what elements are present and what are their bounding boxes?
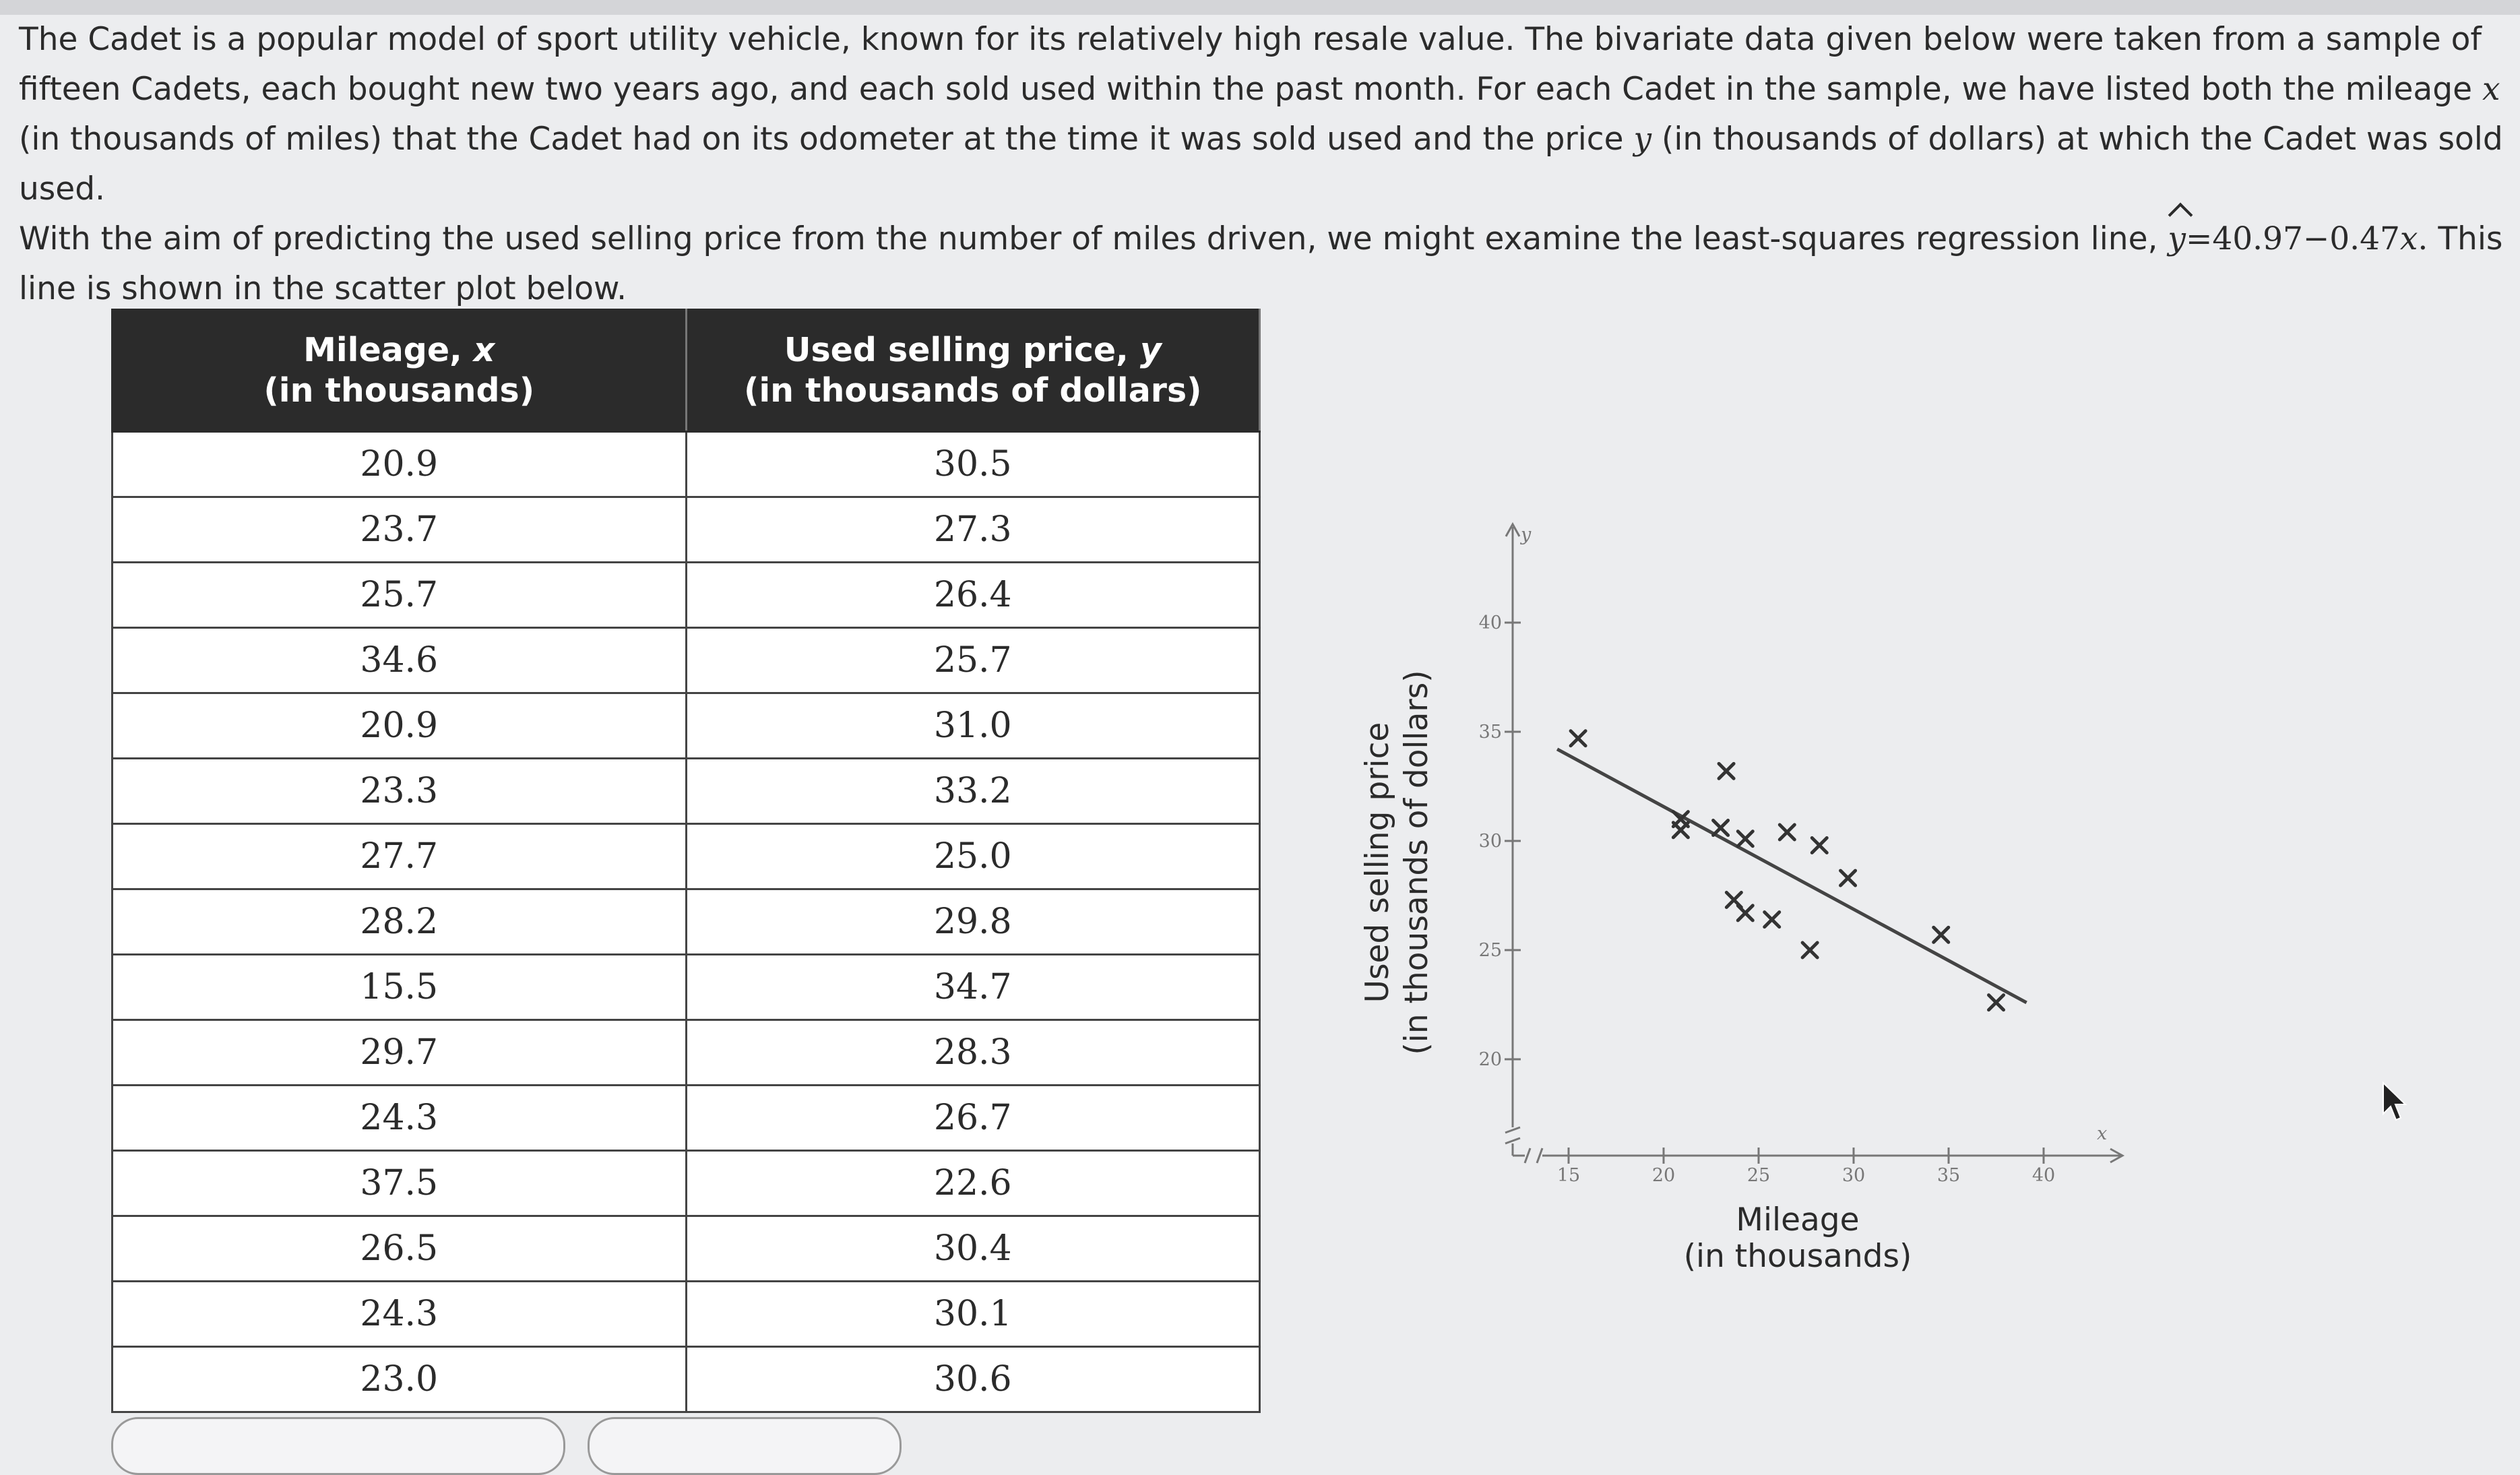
mouse-pointer-icon (2382, 1081, 2409, 1123)
cell-price: 27.3 (686, 497, 1260, 563)
var-x: x (2482, 71, 2500, 108)
send-data-to-calculator-button[interactable] (111, 1417, 565, 1475)
data-point (1934, 927, 1949, 942)
cell-mileage: 37.5 (113, 1151, 687, 1216)
var-y: y (1633, 121, 1652, 158)
cell-mileage: 34.6 (113, 628, 687, 693)
regression-line (1557, 749, 2027, 1003)
cell-mileage: 29.7 (113, 1020, 687, 1086)
x-tick-label: 15 (1556, 1165, 1581, 1186)
data-point (1738, 906, 1753, 920)
cell-price: 25.0 (686, 824, 1260, 889)
cell-mileage: 20.9 (113, 432, 687, 497)
cell-price: 33.2 (686, 759, 1260, 824)
cell-mileage: 23.7 (113, 497, 687, 563)
cell-price: 28.3 (686, 1020, 1260, 1086)
cell-price: 30.1 (686, 1282, 1260, 1347)
table-row (113, 1020, 1260, 1086)
cell-mileage: 26.5 (113, 1216, 687, 1282)
cell-price: 31.0 (686, 693, 1260, 759)
y-axis-break (1505, 1127, 1520, 1143)
cell-mileage: 23.0 (113, 1347, 687, 1412)
equation-period: . (2418, 220, 2428, 257)
x-axis-title-line1: Mileage (1736, 1201, 1860, 1238)
table-row (113, 1086, 1260, 1151)
regression-equation: =40.97−0.47 (2185, 220, 2400, 257)
cell-mileage: 15.5 (113, 955, 687, 1020)
y-tick-label: 20 (1478, 1049, 1502, 1070)
y-tick-label: 35 (1478, 722, 1502, 743)
x-tick-label: 25 (1746, 1165, 1771, 1186)
table-body (113, 432, 1260, 1412)
y-tick-label: 30 (1478, 831, 1502, 852)
cell-price: 25.7 (686, 628, 1260, 693)
table-row (113, 1282, 1260, 1347)
table-header-row (113, 310, 1260, 432)
cell-price: 30.5 (686, 432, 1260, 497)
equation-var-x: x (2399, 220, 2418, 257)
table-row (113, 1216, 1260, 1282)
cell-price: 30.6 (686, 1347, 1260, 1412)
data-point (1989, 995, 2004, 1010)
send-data-to-excel-button[interactable] (588, 1417, 902, 1475)
y-axis-title-line2: (in thousands of dollars) (1398, 670, 1435, 1055)
data-point (1738, 831, 1753, 846)
x-axis-letter: x (2097, 1123, 2108, 1144)
cell-mileage: 25.7 (113, 563, 687, 628)
cell-mileage: 24.3 (113, 1086, 687, 1151)
data-point (1802, 943, 1817, 958)
y-tick-label: 40 (1478, 613, 1502, 633)
intro-text-3: (in thousands of dollars) at which the Cadet was sold used. (19, 121, 2503, 208)
cell-mileage: 20.9 (113, 693, 687, 759)
x-tick-label: 40 (2031, 1165, 2056, 1186)
intro-text-5: This line is shown in the scatter plot below. (19, 220, 2503, 307)
cell-price: 29.8 (686, 889, 1260, 955)
x-tick-label: 35 (1936, 1165, 1961, 1186)
data-table (111, 309, 1261, 1413)
column-header-price: Used selling price, y (in thousands of dollars) (686, 310, 1260, 432)
data-point (1841, 871, 1856, 885)
table-row (113, 759, 1260, 824)
data-point (1713, 821, 1728, 836)
table-row (113, 889, 1260, 955)
column-header-mileage: Mileage, x (in thousands) (113, 310, 687, 432)
data-point (1571, 731, 1585, 746)
y-hat: y (2168, 214, 2186, 264)
y-tick-label: 25 (1478, 940, 1502, 961)
intro-text-2: (in thousands of miles) that the Cadet had on its odometer at the time it was sold used and the price (19, 121, 1634, 158)
cell-price: 22.6 (686, 1151, 1260, 1216)
intro-text-4: With the aim of predicting the used selling price from the number of miles driven, we might examine the least-squares regression line, (19, 220, 2168, 257)
cell-price: 26.4 (686, 563, 1260, 628)
table-row (113, 628, 1260, 693)
y-axis-title-line1: Used selling price (1359, 722, 1396, 1003)
x-tick-label: 30 (1841, 1165, 1866, 1186)
intro-text-1: The Cadet is a popular model of sport utility vehicle, known for its relatively high resale value. The bivariate data given below were taken from a sample of fifteen Cadets, each bought new two years ago, and each sold used within the past month. For each Cadet in the sample, we have listed both the mileage (19, 21, 2482, 108)
table-row (113, 432, 1260, 497)
y-axis-letter: y (1521, 524, 1532, 545)
table-row (113, 824, 1260, 889)
cell-mileage: 23.3 (113, 759, 687, 824)
top-bar (0, 0, 2520, 15)
cell-mileage: 27.7 (113, 824, 687, 889)
x-tick-label: 20 (1651, 1165, 1676, 1186)
problem-statement (19, 15, 2505, 314)
cell-mileage: 24.3 (113, 1282, 687, 1347)
x-axis-title-line2: (in thousands) (1683, 1238, 1912, 1275)
cell-price: 26.7 (686, 1086, 1260, 1151)
cell-mileage: 28.2 (113, 889, 687, 955)
table-row (113, 1151, 1260, 1216)
data-point (1812, 838, 1827, 852)
scatter-plot (1341, 512, 2149, 1294)
table-row (113, 563, 1260, 628)
table-row (113, 1347, 1260, 1412)
plot-area (1479, 524, 2122, 1186)
table-row (113, 497, 1260, 563)
x-axis-break (1525, 1148, 1542, 1163)
cell-price: 34.7 (686, 955, 1260, 1020)
data-point (1765, 912, 1779, 927)
table-row (113, 693, 1260, 759)
cell-price: 30.4 (686, 1216, 1260, 1282)
table-row (113, 955, 1260, 1020)
data-point (1719, 763, 1734, 778)
data-point (1779, 825, 1794, 840)
